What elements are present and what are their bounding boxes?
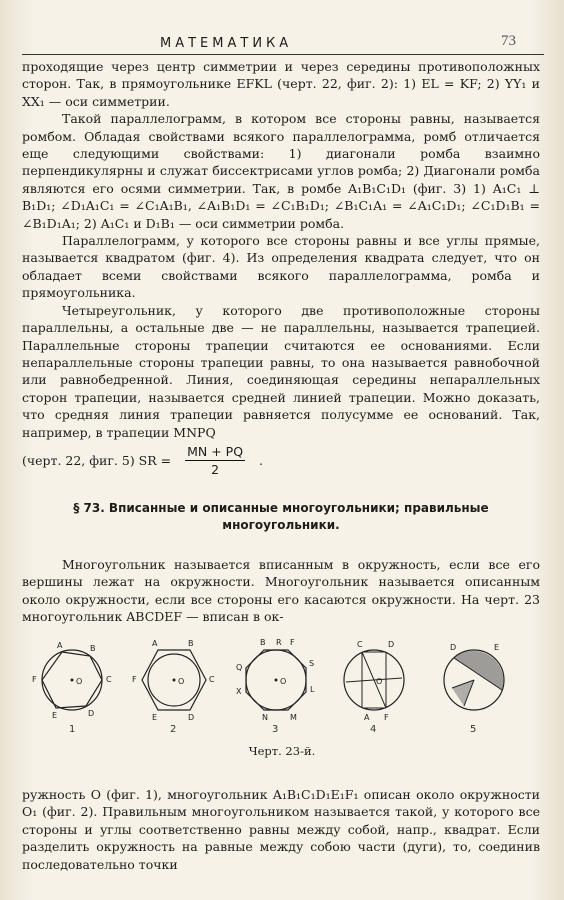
paragraph-3: Параллелограмм, у которого все стороны равны и все углы прямые, называется квадратом (фиг. 4). Из определения квадрата следует, что он обладает всеми свойствами всякого параллелограмма, ромба и прямоугольника. bbox=[22, 233, 540, 301]
svg-text:D: D bbox=[388, 640, 395, 649]
svg-text:L: L bbox=[310, 685, 315, 694]
formula-fraction bbox=[185, 443, 245, 479]
svg-text:D: D bbox=[188, 713, 195, 722]
svg-text:E: E bbox=[52, 711, 58, 720]
svg-text:R: R bbox=[276, 638, 282, 647]
svg-text:D: D bbox=[88, 709, 95, 718]
svg-text:D: D bbox=[450, 643, 457, 652]
svg-text:B: B bbox=[188, 639, 194, 648]
page-number: 73 bbox=[501, 33, 516, 49]
formula-denominator: 2 bbox=[211, 462, 220, 478]
svg-text:X: X bbox=[236, 687, 242, 696]
running-title: МАТЕМАТИКА bbox=[160, 36, 293, 51]
svg-text:F: F bbox=[32, 675, 37, 684]
midline-formula bbox=[22, 443, 540, 479]
figure-1-inscribed-hexagon bbox=[32, 641, 112, 720]
bottom-paragraph bbox=[22, 786, 540, 873]
svg-text:E: E bbox=[494, 643, 500, 652]
section-title-line-2: многоугольники. bbox=[222, 518, 340, 532]
svg-text:Q: Q bbox=[236, 663, 243, 672]
svg-text:C: C bbox=[209, 675, 215, 684]
svg-text:S: S bbox=[309, 659, 315, 668]
formula-prefix: (черт. 22, фиг. 5) SR = bbox=[22, 453, 172, 469]
figure-number-4: 4 bbox=[370, 724, 377, 735]
section-title-line-1: § 73. Вписанные и описанные многоугольники; правильные bbox=[73, 501, 489, 515]
figure-number-5: 5 bbox=[470, 724, 477, 735]
svg-text:M: M bbox=[290, 713, 297, 722]
svg-text:O: O bbox=[76, 677, 83, 686]
figure-number-2: 2 bbox=[170, 724, 177, 735]
page-header bbox=[0, 30, 564, 52]
svg-text:C: C bbox=[357, 640, 363, 649]
figure-4-square-in-circle bbox=[344, 640, 404, 722]
figure-caption: Черт. 23-й. bbox=[248, 744, 316, 758]
figure-3-octagon bbox=[236, 638, 315, 722]
figures-svg bbox=[24, 636, 544, 736]
svg-text:E: E bbox=[152, 713, 158, 722]
bottom-text: ружность O (фиг. 1), многоугольник A₁B₁C₁D₁E₁F₁ описан около окружности O₁ (фиг. 2). Правильным многоугольником называется такой, у которого все стороны и углы соответственно равны между собой, напр., квадрат. Если разделить окружность на равные между собою части (дуги), то, соединив последовательно точки bbox=[22, 787, 540, 872]
section-heading bbox=[22, 500, 540, 534]
section-paragraph bbox=[22, 556, 540, 626]
section-text: Многоугольник называется вписанным в окружность, если все его вершины лежат на окружности. Многоугольник называется описанным около окружности, если все стороны его касаются окружности. На черт. 23 многоугольник ABCDEF — вписан в ок- bbox=[22, 557, 540, 625]
figure-number-1: 1 bbox=[69, 724, 76, 735]
svg-text:O: O bbox=[376, 677, 383, 686]
figure-5-shaded-segment bbox=[444, 643, 504, 710]
header-rule bbox=[22, 54, 544, 55]
figure-2-circumscribed-hexagon bbox=[132, 639, 215, 722]
formula-suffix: . bbox=[259, 453, 264, 469]
formula-numerator: MN + PQ bbox=[185, 443, 245, 461]
paragraph-4: Четыреугольник, у которого две противоположные стороны параллельны, а остальные две — не параллельны, называется трапецией. Параллельные стороны трапеции считаются ее основаниями. Если непараллельные стороны трапеции равны, то она называется равнобочной или равнобедренной. Линия, соединяющая середины непараллельных сторон трапеции, называется средней линией трапеции. Можно доказать, что средняя линия трапеции равняется полусумме ее оснований. Так, например, в трапеции MNPQ bbox=[22, 302, 540, 440]
paragraph-1: проходящие через центр симметрии и через середины противоположных сторон. Так, в прямоугольнике EFKL (черт. 22, фиг. 2): 1) EL = KF; 2) YY₁ и XX₁ — оси симметрии. bbox=[22, 59, 540, 109]
svg-text:A: A bbox=[364, 713, 370, 722]
svg-text:A: A bbox=[57, 641, 63, 650]
svg-text:O: O bbox=[178, 677, 185, 686]
svg-text:C: C bbox=[106, 675, 112, 684]
figure-number-3: 3 bbox=[272, 724, 279, 735]
svg-text:F: F bbox=[384, 713, 389, 722]
svg-text:N: N bbox=[262, 713, 268, 722]
svg-text:A: A bbox=[152, 639, 158, 648]
body-text bbox=[22, 58, 540, 479]
svg-text:B: B bbox=[90, 644, 96, 653]
svg-text:F: F bbox=[290, 638, 295, 647]
paragraph-2: Такой параллелограмм, в котором все стороны равны, называется ромбом. Обладая свойствами всякого параллелограмма, ромб отличается еще следующими свойствами: 1) диагонали ромба взаимно перпендикулярны и служат биссектрисами углов ромба; 2) Диагонали ромба являются его осями симметрии. Так, в ромбе A₁B₁C₁D₁ (фиг. 3) 1) A₁C₁ ⊥ B₁D₁; ∠D₁A₁C₁ = ∠C₁A₁B₁, ∠A₁B₁D₁ = ∠C₁B₁D₁; ∠B₁C₁A₁ = ∠A₁C₁D₁; ∠C₁D₁B₁ = ∠B₁D₁A₁; 2) A₁C₁ и D₁B₁ — оси симметрии ромба. bbox=[22, 111, 540, 231]
svg-text:B: B bbox=[260, 638, 266, 647]
figures-drawing-23 bbox=[24, 636, 544, 736]
svg-text:F: F bbox=[132, 675, 137, 684]
svg-text:O: O bbox=[280, 677, 287, 686]
